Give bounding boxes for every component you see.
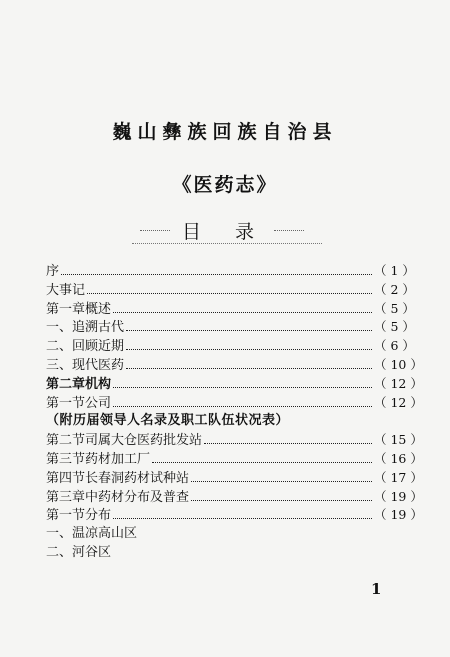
- toc-entry: [46, 450, 423, 469]
- toc-entry-chapter-1: [46, 300, 414, 319]
- toc-entry-page: （ 2 ）: [374, 281, 415, 297]
- dot-leader: [126, 330, 372, 331]
- toc-entry-label: 第四节长春洞药材试种站: [46, 470, 190, 486]
- dot-leader: [113, 518, 372, 519]
- toc-entry-label: 第三节药材加工厂: [46, 451, 151, 467]
- toc-entry-page: （ 12 ）: [374, 375, 423, 391]
- toc-entry-label: 第一节分布: [46, 508, 112, 524]
- toc-entry-page: （ 15 ）: [374, 432, 423, 448]
- heading-divider: [132, 243, 322, 244]
- toc-entry-chronicle: [46, 281, 414, 300]
- toc-heading: 目 录: [150, 217, 300, 244]
- dot-leader: [126, 349, 372, 350]
- table-of-contents: [46, 262, 423, 563]
- toc-entry: [46, 356, 423, 375]
- dot-leader: [152, 462, 372, 463]
- page-number: 1: [371, 580, 382, 598]
- toc-entry-label: 第二节司属大仓医药批发站: [46, 433, 203, 449]
- toc-entry-label: 第三章中药材分布及普查: [46, 489, 190, 505]
- toc-entry-page: （ 16 ）: [374, 450, 423, 466]
- toc-entry-label: 一、温凉高山区: [46, 526, 138, 542]
- dot-leader: [191, 481, 372, 482]
- toc-entry-page: （ 1 ）: [374, 263, 415, 278]
- toc-entry-page: （ 19 ）: [374, 488, 423, 504]
- toc-entry: [46, 525, 414, 544]
- toc-entry-label: 大事记: [46, 282, 86, 298]
- dot-leader: [191, 500, 372, 501]
- toc-entry-page: （ 17 ）: [374, 469, 423, 485]
- toc-entry-page: （ 10 ）: [374, 356, 423, 372]
- dot-leader: [204, 443, 372, 444]
- toc-entry-label: 三、现代医药: [46, 357, 125, 373]
- toc-entry-label: 一、追溯古代: [46, 320, 125, 336]
- dot-leader: [61, 274, 372, 275]
- toc-entry-label: 二、河谷区: [46, 544, 112, 560]
- dot-leader: [113, 387, 372, 388]
- toc-entry-label: 第一章概述: [46, 301, 112, 317]
- toc-entry: [46, 394, 423, 413]
- toc-entry: [46, 544, 414, 563]
- toc-entry: [46, 431, 423, 450]
- toc-entry: [46, 506, 423, 525]
- toc-entry-label: 第二章机构: [46, 376, 112, 392]
- toc-entry-page: （ 5 ）: [374, 319, 415, 335]
- dot-leader: [113, 406, 372, 407]
- toc-entry-page: （ 6 ）: [374, 338, 415, 354]
- toc-note: [46, 412, 414, 431]
- dot-leader: [113, 312, 372, 313]
- toc-entry-label: 二、回顾近期: [46, 339, 125, 355]
- toc-entry: [46, 469, 423, 488]
- toc-entry-label: 序: [46, 264, 60, 279]
- toc-entry-label: 第一节公司: [46, 395, 112, 411]
- toc-entry-chapter-2: [46, 375, 423, 394]
- toc-entry: [46, 318, 414, 337]
- toc-entry-page: （ 12 ）: [374, 394, 423, 410]
- dot-leader: [126, 368, 372, 369]
- book-title: 《医药志》: [172, 174, 278, 196]
- toc-entry-page: （ 19 ）: [374, 507, 423, 523]
- toc-entry-preface: [46, 262, 414, 281]
- toc-note-label: （附历届领导人名录及职工队伍状况表）: [46, 413, 290, 429]
- toc-entry: [46, 337, 414, 356]
- toc-entry-page: （ 5 ）: [374, 300, 415, 316]
- dot-leader: [87, 293, 372, 294]
- county-title: 巍山彝族回族自治县: [112, 121, 338, 143]
- toc-entry-chapter-3: [46, 488, 423, 507]
